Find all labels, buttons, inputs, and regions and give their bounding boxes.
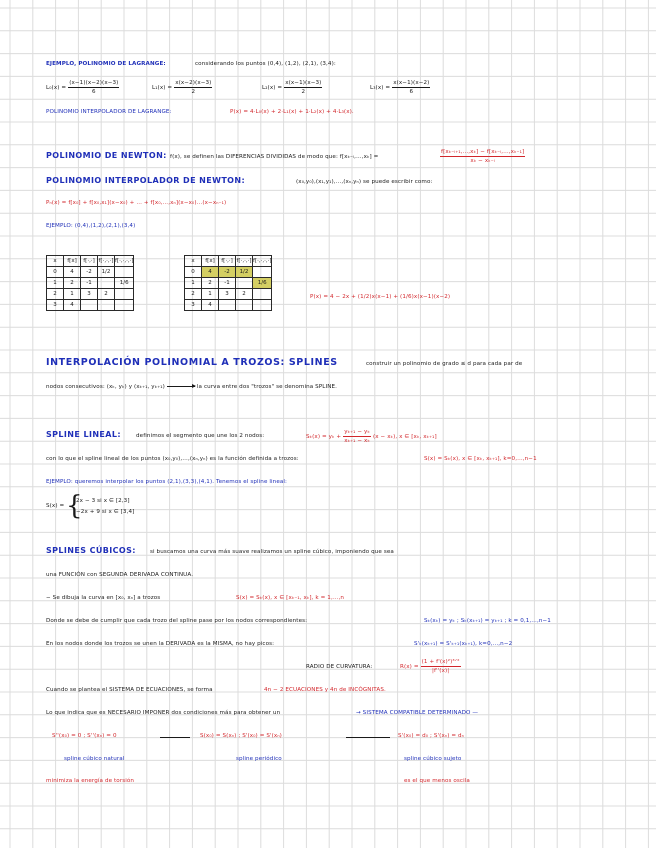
lagrange-interpolator-label: POLINOMIO INTERPOLADOR DE LAGRANGE: — [46, 109, 172, 115]
divider-line — [160, 737, 190, 738]
newton-interpolator-title: POLINOMIO INTERPOLADOR DE NEWTON: — [46, 176, 246, 185]
table-cell: 4 — [64, 267, 81, 278]
table-cell: 2 — [185, 289, 202, 300]
table-cell: 1 — [185, 278, 202, 289]
curvature-label: RADIO DE CURVATURA: — [306, 664, 373, 670]
table-row — [185, 278, 272, 289]
table-cell — [219, 300, 236, 311]
lagrange-basis-L1: L₁(x) = $\frac{x(x-2)(x-3)}{2}$ — [152, 80, 212, 95]
table-cell: 3 — [47, 300, 64, 311]
table-row — [47, 267, 134, 278]
table-cell — [115, 300, 134, 311]
table-cell: 2 — [47, 289, 64, 300]
table-cell: f[·,·,·] — [236, 256, 253, 267]
table-cell: f[x] — [64, 256, 81, 267]
lagrange-interpolator-formula: P(x) = 4·L₀(x) + 2·L₁(x) + 1·L₂(x) + 4·L₃(x). — [230, 109, 354, 115]
table-cell — [236, 300, 253, 311]
divided-differences-table-2 — [184, 255, 272, 311]
table-cell: 1/6 — [253, 278, 272, 289]
table-cell — [253, 267, 272, 278]
table-cell: 1/6 — [115, 278, 134, 289]
linear-spline-formula: Sₖ(x) = yₖ + $\frac{\text{yₖ₊₁ − yₖ}}{\text{xₖ₊₁ − xₖ}}$ (x − xₖ), x ∈ [xₖ, xₖ₊₁] — [306, 429, 437, 444]
table-cell — [98, 278, 115, 289]
table-cell: 2 — [64, 278, 81, 289]
table-row — [47, 289, 134, 300]
cubic-spline-text-2: una FUNCIÓN con SEGUNDA DERIVADA CONTINUA. — [46, 572, 194, 578]
cubic-spline-text-3: − Se dibuja la curva en [x₀, xₙ] a trozos — [46, 595, 161, 601]
newton-formula: Pₙ(x) = f[x₀] + f[x₀,x₁](x−x₀) + … + f[x₀,…,xₙ](x−x₀)…(x−xₙ₋₁) — [46, 200, 227, 206]
curvature-formula: R(x) = $\frac{\text{(1 + f'(x)²)³ᐟ²}}{|f''(x)|}$ — [400, 659, 460, 674]
table-cell: 1/2 — [98, 267, 115, 278]
cubic-spline-text-4: Donde se debe de cumplir que cada trozo del spline pase por los nodos correspondientes: — [46, 618, 308, 624]
table-cell — [253, 300, 272, 311]
linear-spline-case-lhs: S(x) = — [46, 503, 65, 509]
type-natural: spline cúbico natural — [64, 756, 125, 762]
lagrange-points-text: considerando los puntos (0,4), (1,2), (2,1), (3,4): — [195, 61, 336, 67]
table-row — [185, 267, 272, 278]
table-cell: 0 — [185, 267, 202, 278]
linear-spline-text-2: con lo que el spline lineal de los puntos (x₀,y₀),…,(xₙ,yₙ) es la función definida a trozos: — [46, 456, 299, 462]
lagrange-basis-L3: L₃(x) = $\frac{x(x-1)(x-2)}{6}$ — [370, 80, 430, 95]
table-cell: -1 — [81, 278, 98, 289]
table-cell: 1/2 — [236, 267, 253, 278]
linear-spline-case-2: −2x + 9 si x ∈ [3,4] — [76, 509, 135, 515]
table-cell: x — [185, 256, 202, 267]
newton-result-polynomial: P(x) = 4 − 2x + (1/2)x(x−1) + (1/6)x(x−1)(x−2) — [310, 294, 451, 300]
cubic-spline-compatible-system: → SISTEMA COMPATIBLE DETERMINADO — — [356, 710, 479, 716]
note-clamped: es el que menos oscila — [404, 778, 470, 784]
cubic-spline-text-5: En los nodos donde los trozos se unen la DERIVADA es la MISMA, no hay picos: — [46, 641, 275, 647]
table-cell: f[·,·] — [81, 256, 98, 267]
type-clamped: spline cúbico sujeto — [404, 756, 462, 762]
cubic-spline-piecewise-def: S(x) = Sₖ(x), x ∈ [xₖ₋₁, xₖ], k = 1,…,n — [236, 595, 345, 601]
table-cell: 3 — [185, 300, 202, 311]
table-cell: f[x] — [202, 256, 219, 267]
table-row — [47, 300, 134, 311]
newton-definition-text: f(x), se definen las DIFERENCIAS DIVIDIDAS de modo que: f[xₖ₋ₗ,…,xₖ] = — [170, 154, 379, 160]
newton-interpolator-text: (x₀,y₀),(x₁,y₁),…,(xₙ,yₙ) se puede escribir como: — [296, 179, 433, 185]
table-row — [185, 289, 272, 300]
divided-differences-table-1 — [46, 255, 134, 311]
table-row — [185, 300, 272, 311]
table-cell — [253, 289, 272, 300]
table-cell: 4 — [202, 300, 219, 311]
newton-definition-fraction: $\frac{\text{f[xₖ₋ₗ₊₁,…,xₖ] − f[xₖ₋ₗ,…,xₖ₋₁]}}{\text{xₖ − xₖ₋ₗ}}$ — [441, 149, 525, 164]
table-cell: 0 — [47, 267, 64, 278]
cubic-spline-title: SPLINES CÚBICOS: — [46, 546, 136, 555]
table-cell: 1 — [64, 289, 81, 300]
condition-clamped: S'(x₀) = d₀ ; S'(xₙ) = dₙ — [398, 733, 464, 739]
table-cell: 2 — [236, 289, 253, 300]
linear-spline-title: SPLINE LINEAL: — [46, 430, 121, 439]
lagrange-basis-L0: L₀(x) = $\frac{(x-1)(x-2)(x-3)}{6}$ — [46, 80, 119, 95]
piecewise-title: INTERPOLACIÓN POLINOMIAL A TROZOS: SPLINES — [46, 357, 338, 368]
table-cell — [98, 300, 115, 311]
table-cell — [81, 300, 98, 311]
piecewise-text-2: nodos consecutivos: (xₖ, yₖ) y (xₖ₊₁, yₖ₊₁) la curva entre dos "trozos" se denomina SPLINE. — [46, 384, 338, 390]
table-row — [185, 256, 272, 267]
table-cell: -2 — [81, 267, 98, 278]
linear-spline-piecewise-def: S(x) = Sₖ(x), x ∈ [xₖ, xₖ₊₁], k=0,…,n−1 — [424, 456, 537, 462]
lagrange-example-title: EJEMPLO, POLINOMIO DE LAGRANGE: — [46, 61, 166, 67]
brace-icon: { — [66, 491, 83, 521]
table-cell: f[·,·,·] — [98, 256, 115, 267]
newton-title: POLINOMIO DE NEWTON: — [46, 151, 167, 160]
cubic-spline-text-1: si buscamos una curva más suave realizamos un spline cúbico, imponiendo que sea — [150, 549, 394, 555]
lagrange-basis-L2: L₂(x) = $\frac{x(x-1)(x-3)}{2}$ — [262, 80, 322, 95]
condition-periodic: S(x₀) = S(xₙ) ; S'(x₀) = S'(xₙ) — [200, 733, 282, 739]
linear-spline-text-1: definimos el segmento que une los 2 nodos: — [136, 433, 265, 439]
table-cell: -1 — [219, 278, 236, 289]
table-cell: f[·,·] — [219, 256, 236, 267]
table-cell: f[·,·,·,·] — [253, 256, 272, 267]
type-periodic: spline periódico — [236, 756, 282, 762]
table-cell — [115, 267, 134, 278]
table-cell: -2 — [219, 267, 236, 278]
cubic-spline-equations-count: 4n − 2 ECUACIONES y 4n de INCÓGNITAS. — [264, 687, 386, 693]
cubic-spline-node-condition: Sₖ(xₖ) = yₖ ; Sₖ(xₖ₊₁) = yₖ₊₁ ; k = 0,1,…,n−1 — [424, 618, 551, 624]
table-cell: 1 — [47, 278, 64, 289]
condition-natural: S''(x₀) = 0 ; S''(xₙ) = 0 — [52, 733, 117, 739]
table-cell: 2 — [202, 278, 219, 289]
table-cell: x — [47, 256, 64, 267]
table-cell: 3 — [219, 289, 236, 300]
table-cell: 2 — [98, 289, 115, 300]
linear-spline-case-1: 2x − 3 si x ∈ [2,3] — [76, 498, 130, 504]
piecewise-text-1: construir un polinomio de grado ≤ d para cada par de — [366, 361, 523, 367]
cubic-spline-derivative-condition: S'ₖ(xₖ₊₁) = S'ₖ₊₁(xₖ₊₁), k=0,…,n−2 — [414, 641, 513, 647]
table-cell: 3 — [81, 289, 98, 300]
table-cell: 1 — [202, 289, 219, 300]
arrow-icon — [167, 386, 195, 387]
cubic-spline-text-7: Lo que indica que es NECESARIO IMPONER dos condiciones más para obtener un — [46, 710, 281, 716]
table-cell: f[·,·,·,·] — [115, 256, 134, 267]
cubic-spline-text-6: Cuando se plantea el SISTEMA DE ECUACIONES, se forma — [46, 687, 213, 693]
table-cell — [115, 289, 134, 300]
divider-line — [346, 737, 390, 738]
table-row — [47, 278, 134, 289]
newton-example: EJEMPLO: (0,4),(1,2),(2,1),(3,4) — [46, 223, 136, 229]
table-cell: 4 — [202, 267, 219, 278]
table-cell: 4 — [64, 300, 81, 311]
table-cell — [236, 278, 253, 289]
table-row — [47, 256, 134, 267]
linear-spline-example: EJEMPLO: queremos interpolar los puntos (2,1),(3,3),(4,1). Tenemos el spline lineal: — [46, 479, 288, 485]
note-natural: minimiza la energía de torsión — [46, 778, 135, 784]
